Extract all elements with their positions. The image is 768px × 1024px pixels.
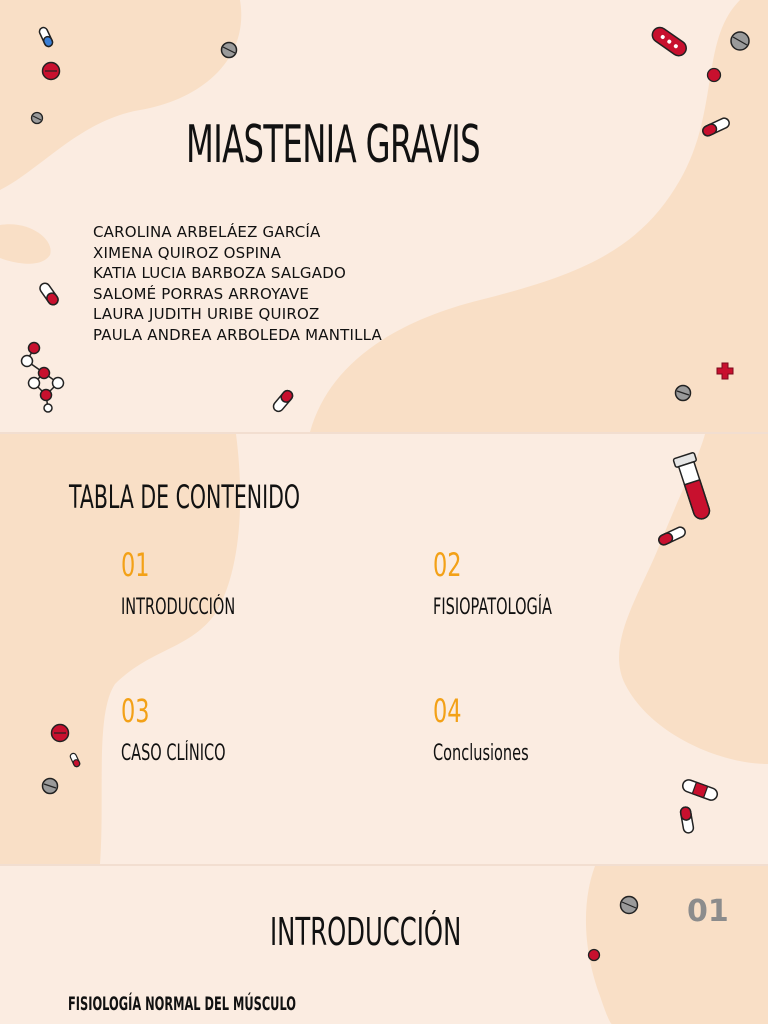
author-list <box>93 222 382 345</box>
tablet-icon <box>30 111 44 125</box>
author-name: SALOMÉ PORRAS ARROYAVE <box>93 284 310 303</box>
pill-icon <box>41 61 61 81</box>
author-name: KATIA LUCIA BARBOZA SALGADO <box>93 264 346 282</box>
toc-item-number: 02 <box>433 546 462 584</box>
toc-item-label: CASO CLÍNICO <box>121 741 226 766</box>
tablet-icon <box>41 777 59 795</box>
toc-item-number: 01 <box>121 546 150 584</box>
toc-slide <box>0 434 768 864</box>
capsule-icon <box>270 388 296 414</box>
page-title: MIASTENIA GRAVIS <box>186 115 481 175</box>
tablet-icon <box>619 895 639 915</box>
capsule-icon <box>36 26 56 48</box>
capsule-icon <box>68 752 82 768</box>
toc-item-number: 03 <box>121 692 150 730</box>
tablet-icon <box>220 41 238 59</box>
pill-icon <box>50 723 70 743</box>
bandage-icon <box>680 777 720 803</box>
author-name: XIMENA QUIROZ OSPINA <box>93 243 282 262</box>
tablet-icon <box>729 30 751 52</box>
author-name: PAULA ANDREA ARBOLEDA MANTILLA <box>93 325 383 344</box>
author-name: CAROLINA ARBELÁEZ GARCÍA <box>93 223 321 241</box>
author-name: LAURA JUDITH URIBE QUIROZ <box>93 305 320 323</box>
background-blobs <box>0 0 768 432</box>
cross-icon <box>715 361 735 381</box>
toc-item-label: Conclusiones <box>433 741 529 766</box>
pill-icon <box>706 67 722 83</box>
toc-item-number: 04 <box>433 692 462 730</box>
section-subtitle: FISIOLOGÍA NORMAL DEL MÚSCULO <box>68 993 296 1015</box>
capsule-icon <box>38 280 60 308</box>
molecule-icon <box>18 338 66 416</box>
capsule-icon <box>656 526 688 546</box>
toc-item-label: FISIOPATOLOGÍA <box>433 595 552 620</box>
intro-slide <box>0 866 768 1024</box>
section-title: INTRODUCCIÓN <box>270 910 462 954</box>
capsule-icon <box>677 805 697 835</box>
section-number: 01 <box>687 894 729 929</box>
capsule-icon <box>648 24 690 60</box>
toc-item-label: INTRODUCCIÓN <box>121 595 236 620</box>
title-slide <box>0 0 768 432</box>
tablet-icon <box>674 384 692 402</box>
toc-title: TABLA DE CONTENIDO <box>69 478 301 516</box>
test-tube-icon <box>672 450 716 526</box>
pill-icon <box>587 948 601 962</box>
capsule-icon <box>700 116 732 138</box>
